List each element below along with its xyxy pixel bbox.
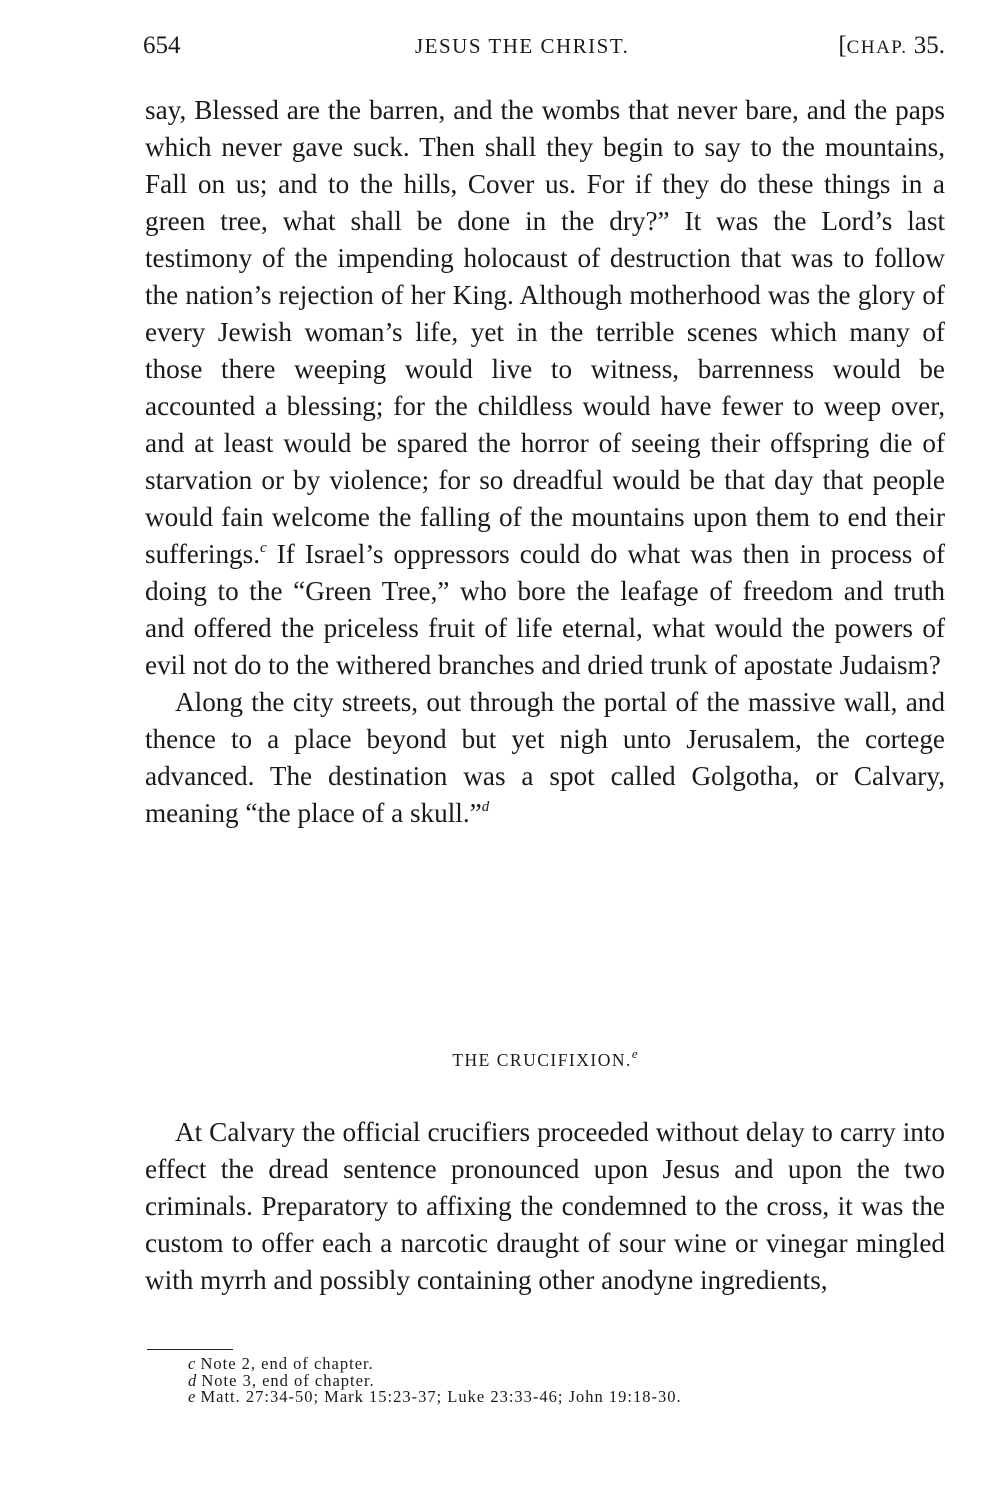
- running-title: JESUS THE CHRIST.: [415, 34, 630, 58]
- chapter-indicator: [838, 32, 945, 60]
- footnote-ref-e: e: [631, 1046, 638, 1061]
- paragraph-calvary: At Calvary the official crucifiers proceeded without delay to carry into effect the dread sentence pronounced upon Jesus and upon the two criminals. Preparatory to affixing the condemned to the cross, it was the custom to offer each a narcotic draught of sour wine or vinegar mingled with myrrh and possibly containing other anodyne ingredients,: [145, 1117, 945, 1295]
- chapter-number: 35.: [913, 32, 945, 59]
- paragraph-cortege: [145, 684, 945, 832]
- paragraph-text: If Israel’s oppressors could do what was then in process of doing to the “Green Tree,” who bore the leafage of freedom and truth and offered the priceless fruit of life eternal, what would the powers of evil not do to the withered branches and dried trunk of apostate Judaism?: [145, 539, 945, 680]
- chapter-word: CHAP.: [846, 37, 908, 58]
- running-header: [143, 32, 945, 66]
- footnote-mark: d: [188, 1370, 197, 1390]
- footnote: [188, 1389, 682, 1406]
- paragraph-text: Along the city streets, out through the portal of the massive wall, and thence to a place beyond but yet nigh unto Jerusalem, the cortege advanced. The destination was a spot called Golgotha, or Calvary, meaning “the place of a skull.”: [145, 687, 945, 828]
- page-number: 654: [143, 32, 181, 59]
- footnote-ref-c: c: [260, 540, 267, 556]
- paragraph-continued: [145, 92, 945, 684]
- section-heading: [0, 1046, 1000, 1071]
- footnote-mark: c: [188, 1354, 196, 1373]
- footnotes: [188, 1356, 682, 1406]
- footnote-rule: [147, 1349, 233, 1350]
- paragraph-text: say, Blessed are the barren, and the wombs that never bare, and the paps which never gave suck. Then shall they begin to say to the mountains, Fall on us; and to the hills, Cover us. For if they do these things in a green tree, what shall be done in the dry?” It was the Lord’s last testimony of the impending holocaust of destruction that was to follow the nation’s rejection of her King. Although motherhood was the glory of every Jewish woman’s life, yet in the terrible scenes which many of those there weeping would live to witness, barrenness would be accounted a blessing; for the childless would have fewer to weep over, and at least would be spared the horror of seeing their offspring die of starvation or by violence; for so dreadful would be that day that people would fain welcome the falling of the mountains upon them to end their sufferings.: [145, 95, 945, 569]
- chapter-bracket: [: [838, 32, 847, 59]
- footnote-text: Matt. 27:34-50; Mark 15:23-37; Luke 23:33-46; John 19:18-30.: [195, 1387, 682, 1406]
- footnote-mark: e: [188, 1387, 196, 1406]
- section-text: [145, 1114, 945, 1299]
- footnote-ref-d: d: [481, 799, 490, 815]
- section-title: THE CRUCIFIXION.: [452, 1050, 632, 1070]
- footnote-text: Note 3, end of chapter.: [196, 1370, 375, 1390]
- main-text: [145, 92, 945, 832]
- footnote-text: Note 2, end of chapter.: [195, 1354, 374, 1373]
